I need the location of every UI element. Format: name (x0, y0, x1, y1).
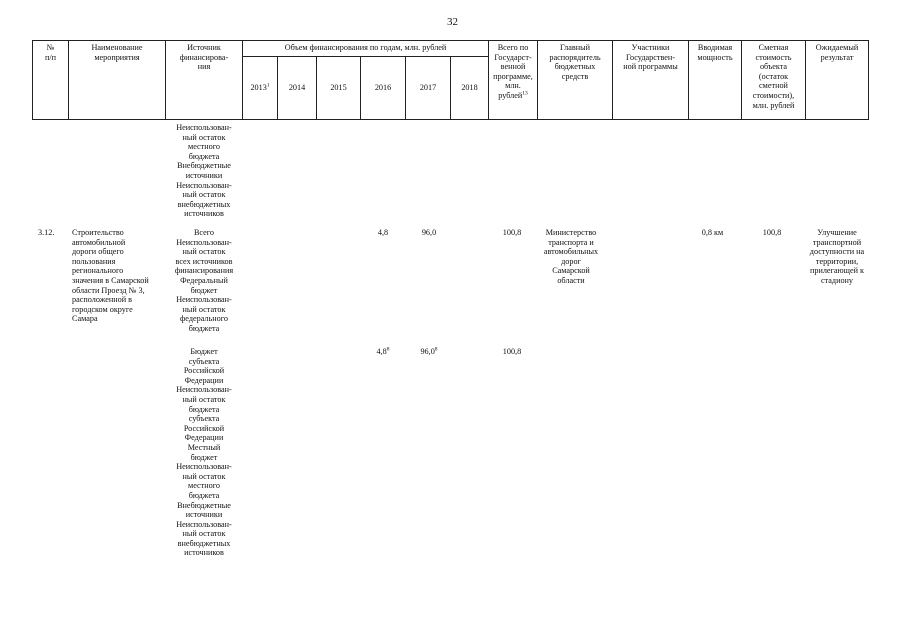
total-sum: 100,8 (502, 228, 522, 237)
header-year-2015: 2015 (317, 57, 361, 120)
header-year-2013: 2013$^1$ (243, 57, 278, 120)
subject-2016: $4,8^8$ (376, 346, 390, 356)
page-number: 32 (447, 16, 458, 28)
row-result: Улучшение транспортной доступности на территории, прилегающей к стадиону (809, 228, 865, 285)
row-name: Строительство автомобильной дороги общего пользования регионального значения в Самарской области Проезд № 3, расположенной в городском округе Самара (72, 228, 149, 324)
continuation-sources: Неиспользован- ный остаток местного бюджета Внебюджетные источники Неиспользован- ный остаток внебюджетных источников (176, 123, 232, 219)
header-year-2014: 2014 (278, 57, 317, 120)
row-admin: Министерство транспорта и автомобильных дорог Самарской области (543, 228, 599, 285)
header-result: Ожидаемый результат (806, 41, 869, 120)
header-funding: Объем финансирования по годам, млн. рублей (243, 41, 489, 57)
header-year-2017: 2017 (406, 57, 451, 120)
total-2017: 96,0 (421, 228, 437, 237)
total-2016: 4,8 (377, 228, 389, 237)
header-name: Наименование мероприятия (69, 41, 166, 120)
header-year-2018: 2018 (451, 57, 489, 120)
subject-2017: 96,0$^8$ (420, 346, 438, 356)
header-total: Всего по Государст- венной программе, млн. рублей$^{13}$ (489, 41, 538, 120)
header-year-2016: 2016 (361, 57, 406, 120)
row-sources-subject: Бюджет субъекта Российской Федерации Неиспользован- ный остаток бюджета субъекта Российской Федерации Местный бюджет Неиспользован- ный остаток местного бюджета Внебюджетные источники Неиспользован- ный остаток внебюджетных источников (176, 347, 232, 558)
subject-sum: 100,8 (502, 347, 522, 356)
row-number: 3.12. (38, 228, 55, 237)
row-capacity: 0,8 км (701, 228, 724, 237)
row-cost: 100,8 (762, 228, 782, 237)
header-admin: Главный распорядитель бюджетных средств (538, 41, 613, 120)
header-num: № п/п (33, 41, 69, 120)
row-sources-total: Всего Неиспользован- ный остаток всех источников финансирования Федеральный бюджет Неиспользован- ный остаток федерального бюджета (174, 228, 234, 333)
header-participants: Участники Государствен- ной программы (613, 41, 689, 120)
table-header (32, 40, 869, 120)
header-source: Источник финансирова- ния (166, 41, 243, 120)
header-capacity: Вводимая мощность (689, 41, 742, 120)
header-cost: Сметная стоимость объекта (остаток сметной стоимости), млн. рублей (742, 41, 806, 120)
